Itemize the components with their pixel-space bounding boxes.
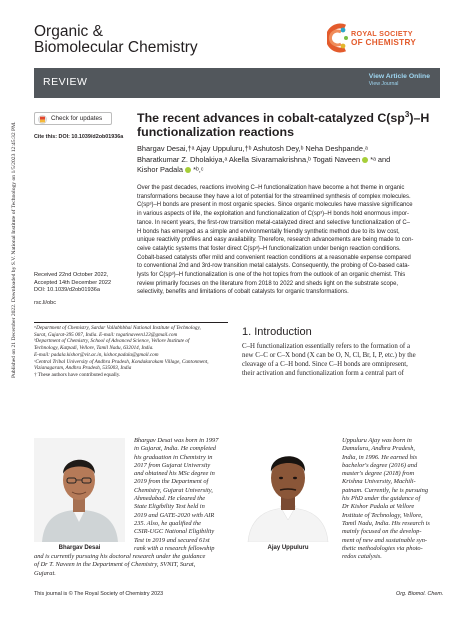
rsc-emblem-icon xyxy=(327,23,349,53)
author-line2-end: *ᵃ and xyxy=(370,154,391,164)
intro-line: their activation and functionalization form a central part of xyxy=(242,370,404,378)
journal-short-link[interactable] xyxy=(34,300,56,306)
bio-line: his PhD under the guidance of xyxy=(342,495,421,503)
cite-this xyxy=(34,134,123,140)
orcid-icon[interactable] xyxy=(362,157,368,163)
received-date: Received 22nd October 2022, xyxy=(34,272,109,278)
bio-line: CSIR-UGC National Eligibility xyxy=(134,528,215,536)
bio-line: Dr Kishor Padala at Vellore xyxy=(342,503,415,511)
bio-line: 2019 from the Department of xyxy=(134,478,209,486)
abstract-line: C(sp³)–H bonds are present in most organic species. Since organic molecules have massive significance xyxy=(137,202,413,209)
cite-this-text: Cite this: DOI: 10.1039/d2ob01936a xyxy=(34,134,124,140)
view-article-online-link[interactable]: View Article Online xyxy=(368,73,430,80)
introduction-heading: 1. Introduction xyxy=(242,326,312,338)
author-list xyxy=(137,144,442,176)
abstract-line: in various aspects of life, the exploitation and functionalization of C(sp³)–H bonds hold enormous impor- xyxy=(137,211,409,218)
bio-line: State Eligibility Test held in xyxy=(134,503,205,511)
bio-line: 235. Also, he qualified the xyxy=(134,519,201,527)
bio-line: ment of new and sustainable syn- xyxy=(342,536,428,544)
ajay-uppuluru-bio xyxy=(342,437,442,561)
affiliation-line: ᵃDepartment of Chemistry, Sardar Vallabhbhai National Institute of Technology, xyxy=(34,325,201,331)
abstract-line: ceive catalytic systems that foster direct C(sp³)–H functionalization under benign reaction conditions. xyxy=(137,245,401,252)
abstract-line: H bonds has emerged as a simple and environmentally friendly synthetic method due to its low cost, xyxy=(137,228,400,235)
affiliation-line: E-mail: padala.kishor@vit.ac.in, kishor.padala@gmail.com xyxy=(34,351,159,358)
rsc-logo-line1: ROYAL SOCIETY xyxy=(351,29,413,38)
abstract-line: unique reactivity profiles and easy availability. Therefore, research advancements are being made to con- xyxy=(137,237,414,244)
author-line2 xyxy=(137,155,442,166)
bhargav-desai-bio xyxy=(134,437,234,553)
bio-line: Tamil Nadu, India. His research is xyxy=(342,519,430,527)
bio-line: Institute of Technology, Vellore, xyxy=(342,511,423,519)
journal-title-line1: Organic & xyxy=(34,23,103,40)
check-for-updates-button[interactable] xyxy=(34,112,112,125)
view-article-link[interactable] xyxy=(369,73,430,87)
intro-line: C–H functionalization essentially refers to the formation of a xyxy=(242,343,411,350)
affiliation-line: † These authors have contributed equally. xyxy=(34,371,121,378)
bio-line: Bhargav Desai was born in 1997 xyxy=(134,437,219,444)
check-for-updates-label: Check for updates xyxy=(51,115,103,122)
author-line2-text: Bharatkumar Z. Dholakiya,ᵃ Akella Sivaramakrishna,ᵇ Togati Naveen xyxy=(137,154,361,164)
bio-line: mainly focused on the develop- xyxy=(342,528,422,536)
doi: DOI: 10.1039/d2ob01936a xyxy=(34,287,100,294)
review-banner xyxy=(34,68,440,98)
abstract-line: Cobalt-based catalysts offer mild and convenient reaction conditions at a reasonable expense compared xyxy=(137,254,411,261)
received-info xyxy=(34,272,134,295)
bio-line: his graduation in Chemistry in xyxy=(134,453,213,461)
bio-line: 2017 from Gujarat University xyxy=(134,461,211,469)
abstract-line: selectivity, benefits and limitations of cobalt catalysts for organic transformations. xyxy=(137,289,349,296)
abstract-line: transformations because they have a lot of potential for the streamlined synthesis of complex molecules. xyxy=(137,193,411,200)
bio-line: rank with a research fellowship xyxy=(134,544,215,552)
affiliation-divider xyxy=(34,322,228,323)
download-note xyxy=(2,60,17,560)
abstract xyxy=(137,184,442,297)
bio-line: master's degree (2018) from xyxy=(342,470,415,478)
journal-short-link-text[interactable]: rsc.li/obc xyxy=(34,300,57,306)
title-sup: 3 xyxy=(404,110,410,119)
orcid-icon[interactable] xyxy=(185,167,191,173)
bio-line: and is currently pursuing his doctoral research under the guidance xyxy=(34,553,206,560)
bio-line: 2019 and GATE-2020 with AIR xyxy=(134,511,215,519)
author-line3-text: Kishor Padala xyxy=(137,165,184,174)
portrait-image xyxy=(34,438,125,542)
bio-line: in Gujarat, India. He completed xyxy=(134,445,216,453)
download-note-text: Published on 21 December 2022. Downloaded by S.V. National Institute of Technology on 1/5/2023 12:45:32 PM. xyxy=(11,121,17,378)
bio-line: bachelor's degree (2016) and xyxy=(342,461,418,469)
portrait-image xyxy=(244,438,332,542)
bio-line: Test in 2019 and secured 61st xyxy=(134,536,210,544)
bio-line: redox catalysis. xyxy=(342,553,382,561)
title-part1: The recent advances in cobalt-catalyzed C(sp xyxy=(137,111,405,126)
copyright-footer: This journal is © The Royal Society of Chemistry 2023 xyxy=(34,591,164,597)
article-title xyxy=(137,108,442,139)
bhargav-desai-caption: Bhargav Desai xyxy=(58,545,101,551)
bio-line: Chemistry, Gujarat University, xyxy=(134,486,213,494)
affiliation-line: Surat, Gujarat-395 007, India. E-mail: togatinaveen123@gmail.com xyxy=(34,331,178,338)
abstract-line: to conventional 2nd and 3rd-row transition metal catalysts. Consequently, the probing of Co-based cata- xyxy=(137,263,410,270)
bio-line: Ahmedabad. He cleared the xyxy=(134,495,206,503)
author-line1: Bhargav Desai,†ᵃ Ajay Uppuluru,†ᵇ Ashutosh Dey,ᵇ Neha Deshpande,ᵃ xyxy=(137,144,368,153)
affiliation-line: Vizianagaram, Andhra Pradesh, 535003, India xyxy=(34,365,132,372)
accepted-date: Accepted 14th December 2022 xyxy=(34,279,112,286)
view-journal-link[interactable]: View Journal xyxy=(368,81,399,87)
author-line3-end: *ᵇ,ᶜ xyxy=(193,165,204,174)
bio-line: Gujarat. xyxy=(34,569,56,577)
abstract-line: tance. In recent years, the first-row transition metal-catalyzed direct and selective functionalization of C– xyxy=(137,219,410,226)
intro-line: new C–C or C–X bond (X can be O, N, Cl, Br, I, P, etc.) by the xyxy=(242,352,416,360)
ajay-uppuluru-photo xyxy=(244,438,332,542)
rsc-logo-text xyxy=(351,30,416,47)
journal-abbrev-footer: Org. Biomol. Chem. xyxy=(396,591,444,597)
abstract-line: review primarily focuses on the literature from 2018 to 2022 and sheds light on the substrate scope, xyxy=(137,280,399,287)
bio-line: Damuluru, Andhra Pradesh, xyxy=(342,445,416,453)
rsc-logo-line2: OF CHEMISTRY xyxy=(351,37,417,47)
abstract-line: Over the past decades, reactions involving C–H functionalization have become a hot theme in organic xyxy=(137,185,405,191)
introduction-text xyxy=(242,342,442,378)
bio-line: and obtained his MSc degree in xyxy=(134,470,215,478)
bio-line: of Dr T. Naveen in the Department of Chemistry, SVNIT, Surat, xyxy=(34,561,196,569)
author-line3 xyxy=(137,165,442,176)
title-part2: functionalization reactions xyxy=(137,125,294,140)
journal-title-line2: Biomolecular Chemistry xyxy=(34,39,198,56)
affiliation-line: ᵇDepartment of Chemistry, School of Advanced Science, Vellore Institute of xyxy=(34,338,190,345)
affiliation-line: Technology, Katpadi, Vellore, Tamil Nadu, 632014, India. xyxy=(34,345,154,352)
bio-line: patnam. Currently, he is pursuing xyxy=(342,486,429,494)
bio-line: thetic methodologies via photo- xyxy=(342,544,423,552)
journal-title xyxy=(34,24,198,56)
affiliations xyxy=(34,325,228,379)
bhargav-desai-photo xyxy=(34,438,125,542)
intro-line: cleavage of a C–H bond. Since C–H bonds are omnipresent, xyxy=(242,361,408,369)
crossmark-icon xyxy=(38,115,47,124)
bio-line: Krishna University, Machili- xyxy=(342,478,416,486)
affiliation-line: ᶜCentral Tribal University of Andhra Pradesh, Kondakarakam Village, Cantonment, xyxy=(34,358,209,365)
rsc-logo[interactable] xyxy=(327,22,440,56)
title-part1-end: )–H xyxy=(409,111,430,126)
abstract-line: lysts for C(sp³)–H functionalization is one of the hot topics from the outlook of an organic chemist. This xyxy=(137,272,406,279)
ajay-uppuluru-caption: Ajay Uppuluru xyxy=(267,545,309,551)
review-label: REVIEW xyxy=(43,76,88,88)
bio-line: Uppuluru Ajay was born in xyxy=(342,437,412,444)
bhargav-desai-bio-cont xyxy=(34,553,234,578)
bio-line: India, in 1996. He earned his xyxy=(342,453,418,461)
